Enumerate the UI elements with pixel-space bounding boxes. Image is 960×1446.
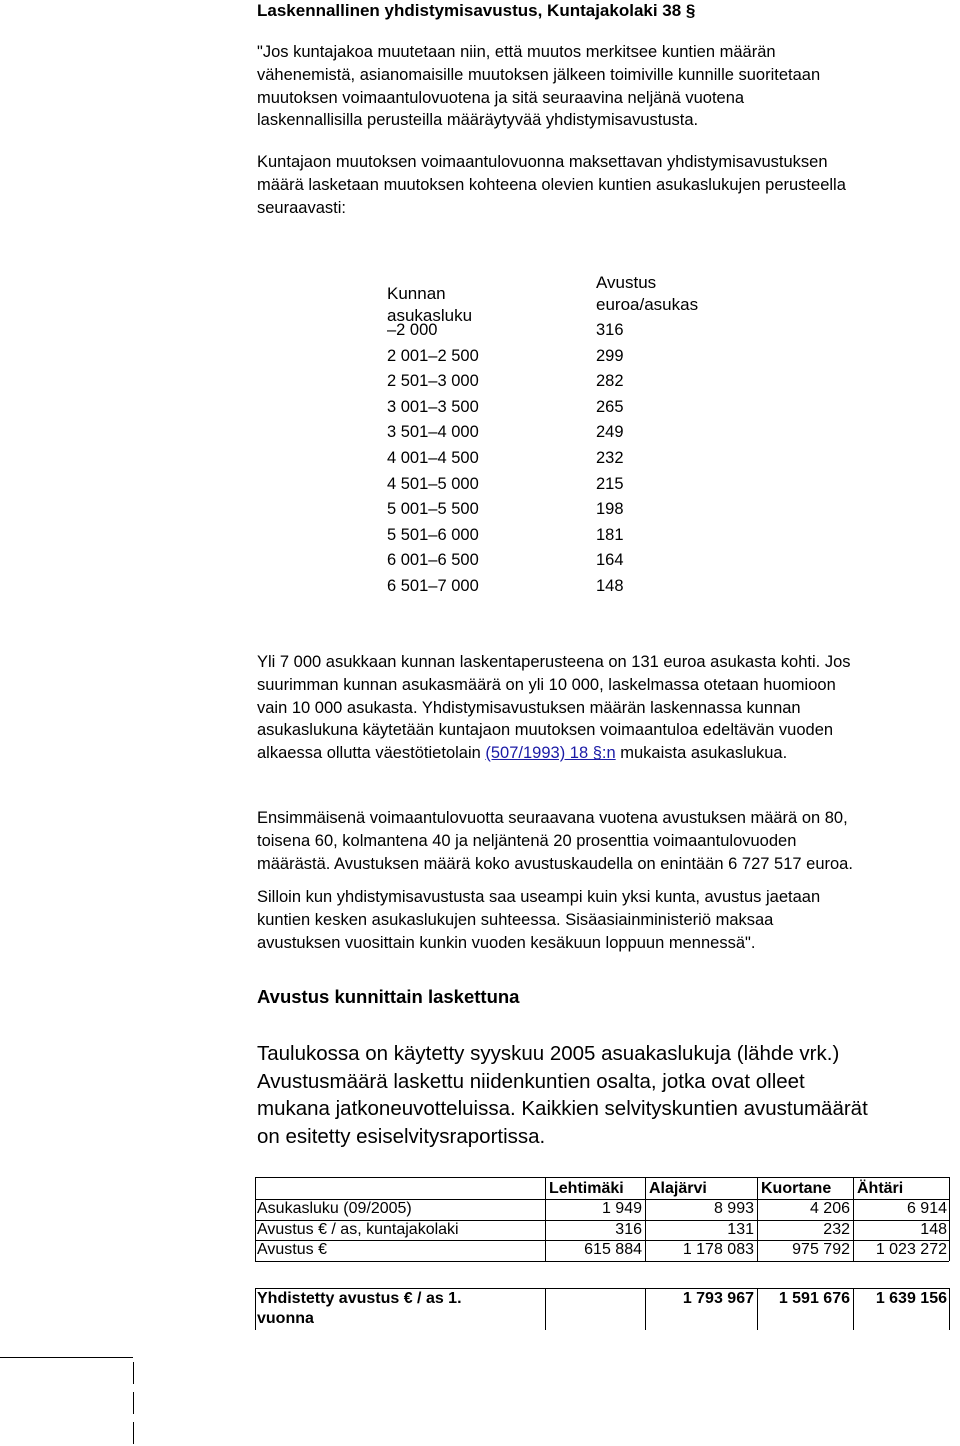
rate-table-col2-header-line: Avustus: [596, 273, 657, 292]
table-border: [255, 1177, 256, 1261]
text-segment: alkaessa ollutta väestötietolain: [257, 744, 486, 763]
rate-table-col2-header-line: euroa/asukas: [596, 295, 699, 314]
paragraph-line: suurimman kunnan asukasmäärä on yli 10 000, laskelmassa otetaan huomioon: [257, 675, 836, 694]
rate-table-value: 299: [596, 346, 624, 365]
paragraph-line: Silloin kun yhdistymisavustusta saa useampi kuin yksi kunta, avustus jaetaan: [257, 888, 821, 906]
margin-bar: [133, 1362, 134, 1384]
table-cell: 615 884: [584, 1241, 642, 1258]
table-header-cell: Kuortane: [761, 1180, 832, 1197]
paragraph-line: seuraavasti:: [257, 198, 346, 217]
combined-row-label: vuonna: [257, 1310, 314, 1327]
combined-row-label: Yhdistetty avustus € / as 1.: [257, 1290, 462, 1307]
rate-table-value: 198: [596, 500, 624, 519]
paragraph-line: määrä lasketaan muutoksen kohteena olevien kuntien asukaslukujen perusteella: [257, 175, 846, 194]
table-border: [545, 1288, 546, 1330]
paragraph-line: muutoksen voimaantulovuotena ja sitä seuraavina neljänä vuotena: [257, 88, 745, 107]
rate-table-value: 265: [596, 397, 624, 416]
rate-table-value: 181: [596, 525, 624, 544]
rate-table-range: 5 501–6 000: [387, 525, 479, 544]
table-cell: 8 993: [713, 1200, 754, 1217]
paragraph-line: Kuntajaon muutoksen voimaantulovuonna maksettavan yhdistymisavustuksen: [257, 153, 828, 171]
combined-cell: 1 591 676: [778, 1290, 850, 1307]
paragraph-line: Ensimmäisenä voimaantulovuotta seuraavana vuotena avustuksen määrä on 80,: [257, 809, 848, 827]
margin-bar: [133, 1422, 134, 1444]
table-border: [255, 1177, 949, 1178]
table-row-label: Asukasluku (09/2005): [257, 1200, 412, 1217]
table-header-cell: Lehtimäki: [549, 1180, 624, 1197]
table-cell: 1 023 272: [875, 1241, 947, 1258]
table-row-label: Avustus €: [257, 1241, 327, 1258]
paragraph-line: Taulukossa on käytetty syyskuu 2005 asuakaslukuja (lähde vrk.): [257, 1042, 840, 1065]
rate-table-range: 3 501–4 000: [387, 423, 479, 442]
table-cell: 6 914: [906, 1200, 947, 1217]
rate-table-range: 3 001–3 500: [387, 397, 479, 416]
rate-table-range: 2 001–2 500: [387, 346, 479, 365]
table-header-cell: Ähtäri: [857, 1180, 904, 1197]
table-cell: 1 178 083: [682, 1241, 754, 1258]
table-cell: 975 792: [792, 1241, 850, 1258]
table-row-label: Avustus € / as, kuntajakolaki: [257, 1221, 459, 1238]
table-cell: 1 949: [601, 1200, 642, 1217]
footnote-separator: [0, 1357, 133, 1358]
rate-table-col1-header: Kunnan asukasluku: [387, 284, 473, 325]
rate-table-value: 232: [596, 449, 624, 467]
page-heading: Laskennallinen yhdistymisavustus, Kuntajakolaki 38 §: [257, 1, 696, 20]
rate-table-range: 4 501–5 000: [387, 474, 479, 493]
table-cell: 232: [823, 1221, 850, 1238]
table-border: [949, 1177, 950, 1261]
paragraph-line: toisena 60, kolmantena 40 ja neljäntenä 20 prosenttia voimaantulovuoden: [257, 831, 797, 850]
rate-table-value: 164: [596, 551, 624, 570]
table-cell: 148: [920, 1221, 947, 1238]
paragraph-line: Avustusmäärä laskettu niidenkuntien osalta, jotka ovat olleet: [257, 1069, 805, 1093]
rate-table-value: 148: [596, 577, 624, 595]
paragraph-line: vain 10 000 asukasta. Yhdistymisavustuksen määrän laskennassa kunnan: [257, 698, 801, 717]
rate-table-value: 249: [596, 423, 624, 442]
paragraph-line: määrästä. Avustuksen määrä koko avustuskaudella on enintään 6 727 517 euroa.: [257, 854, 853, 873]
rate-table-range: 6 501–7 000: [387, 577, 479, 595]
table-border: [255, 1288, 256, 1330]
section-title: Avustus kunnittain laskettuna: [257, 986, 520, 1007]
paragraph-line: "Jos kuntajakoa muutetaan niin, että muutos merkitsee kuntien määrän: [257, 43, 776, 61]
paragraph-line: on esitetty esiselvitysraportissa.: [257, 1124, 546, 1148]
paragraph-line: avustuksen vuosittain kunkin vuoden kesäkuun loppuun mennessä".: [257, 933, 756, 952]
text-segment: mukaista asukaslukua.: [615, 744, 788, 763]
rate-table-range: 5 001–5 500: [387, 500, 479, 519]
table-cell: 4 206: [809, 1200, 850, 1217]
margin-bar: [133, 1392, 134, 1414]
paragraph-line: asukaslukuna käytetään kuntajaon muutoksen voimaantuloa edeltävän vuoden: [257, 721, 834, 740]
combined-cell: 1 639 156: [875, 1290, 947, 1307]
paragraph-line: vähenemistä, asianomaisille muutoksen jälkeen toimiville kunnille suoritetaan: [257, 65, 821, 84]
rate-table-range: 6 001–6 500: [387, 551, 479, 570]
rate-table-value: 282: [596, 372, 624, 391]
paragraph-line: mukana jatkoneuvotteluissa. Kaikkien selvityskuntien avustumäärät: [257, 1097, 868, 1120]
rate-table-range: 4 001–4 500: [387, 449, 479, 467]
table-border: [949, 1288, 950, 1330]
rate-table-value: 215: [596, 474, 624, 493]
paragraph-line: kuntien kesken asukaslukujen suhteessa. Sisäasiainministeriö maksaa: [257, 910, 774, 929]
table-cell: 131: [727, 1221, 754, 1238]
paragraph-line: laskennallisilla perusteilla määräytyvää yhdistymisavustusta.: [257, 111, 699, 130]
table-header-cell: Alajärvi: [649, 1180, 707, 1197]
rate-table-range: –2 000: [387, 321, 438, 339]
rate-table-range: 2 501–3 000: [387, 372, 479, 391]
table-border: [255, 1261, 949, 1262]
table-cell: 316: [615, 1221, 642, 1238]
paragraph-line: Yli 7 000 asukkaan kunnan laskentaperusteena on 131 euroa asukasta kohti. Jos: [257, 653, 851, 671]
combined-cell: 1 793 967: [682, 1290, 754, 1307]
law-reference-link[interactable]: (507/1993) 18 §:n: [485, 744, 616, 763]
rate-table-value: 316: [596, 321, 624, 339]
